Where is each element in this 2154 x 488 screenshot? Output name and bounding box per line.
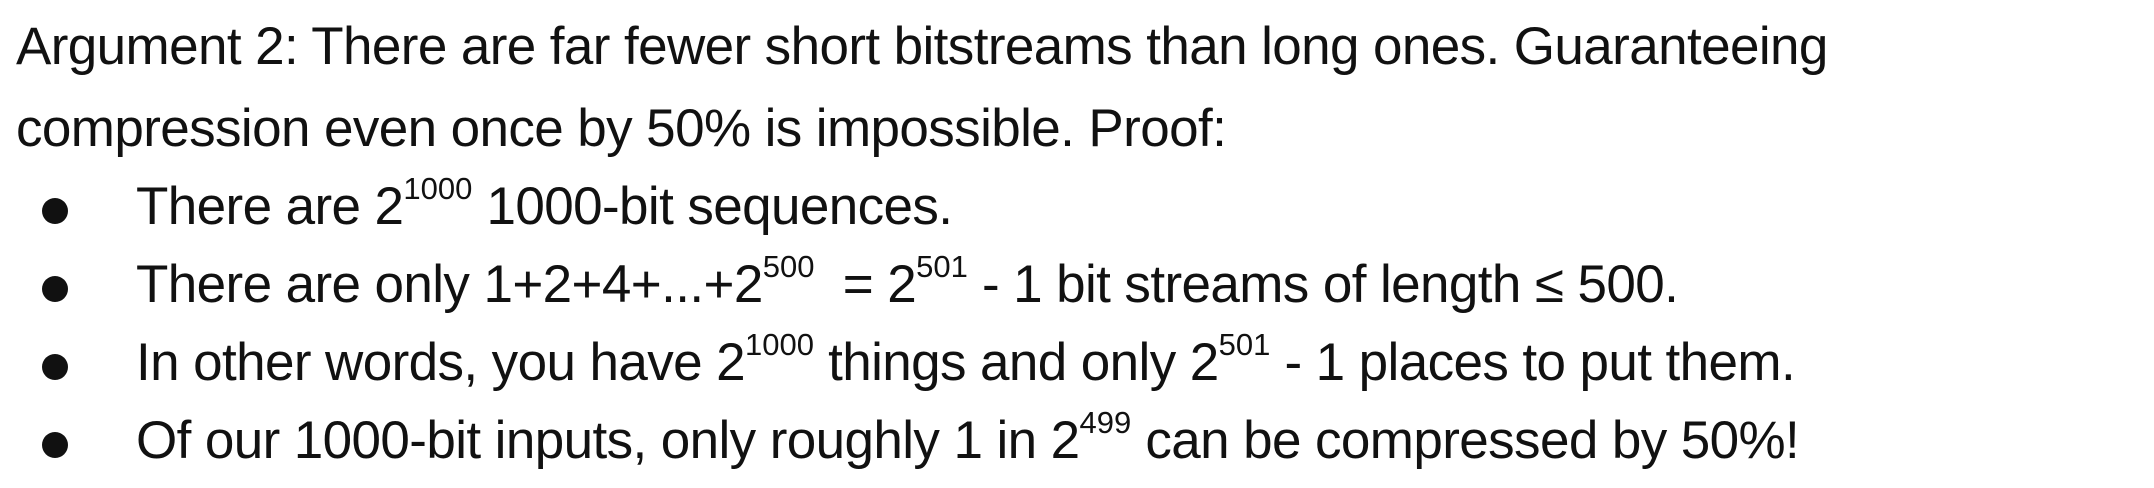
exponent: 501 — [1218, 327, 1271, 363]
proof-bullet-list — [0, 168, 2154, 480]
bullet-text-part: Of our 1000-bit inputs, only roughly 1 in 2 — [136, 411, 1080, 470]
bullet-dot-icon — [42, 276, 68, 302]
intro-paragraph — [16, 6, 2146, 170]
bullet-item-1 — [0, 168, 2154, 246]
bullet-text-part: - 1 bit streams of length ≤ 500. — [967, 255, 1679, 314]
bullet-text-part: things and only 2 — [813, 333, 1219, 392]
bullet-dot-icon — [42, 354, 68, 380]
bullet-item-2 — [0, 246, 2154, 324]
exponent: 500 — [762, 249, 815, 285]
bullet-text — [136, 402, 1799, 480]
bullet-item-3 — [0, 324, 2154, 402]
bullet-item-4 — [0, 402, 2154, 480]
exponent: 501 — [916, 249, 968, 285]
exponent: 1000 — [403, 171, 473, 207]
bullet-text-part: There are 2 — [136, 177, 404, 236]
bullet-text — [136, 246, 1678, 324]
bullet-dot-icon — [42, 432, 68, 458]
bullet-text-part: = 2 — [814, 255, 917, 314]
bullet-text — [136, 168, 952, 246]
intro-line-2: compression even once by 50% is impossible. Proof: — [16, 99, 1227, 158]
exponent: 1000 — [745, 327, 814, 363]
bullet-text-part: In other words, you have 2 — [136, 333, 745, 392]
bullet-text-part: - 1 places to put them. — [1270, 333, 1796, 392]
exponent: 499 — [1079, 405, 1132, 441]
bullet-text-part: can be compressed by 50%! — [1131, 411, 1800, 470]
bullet-dot-icon — [42, 198, 68, 224]
bullet-text-part: There are only 1+2+4+...+2 — [136, 255, 763, 314]
intro-line-1: Argument 2: There are far fewer short bitstreams than long ones. Guaranteeing — [16, 17, 1828, 76]
bullet-text-part: 1000-bit sequences. — [472, 177, 953, 236]
bullet-text — [136, 324, 1795, 402]
